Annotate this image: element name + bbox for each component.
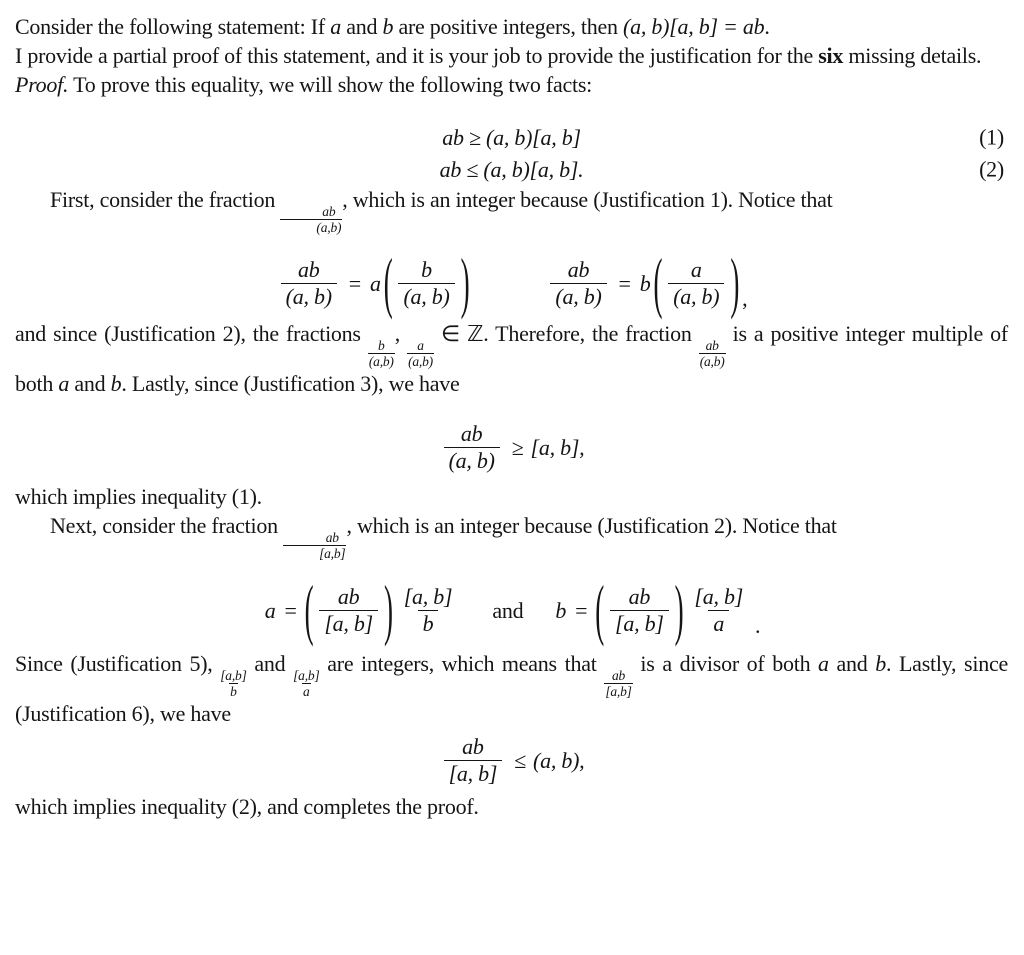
equation-number-2: (2) [979, 156, 1004, 182]
display-fraction [689, 584, 748, 637]
inequality-1-equation [15, 412, 1008, 482]
fraction-numerator: [a, b] [694, 583, 744, 609]
text-run: missing details. [843, 43, 982, 68]
math-var-b: b [875, 651, 887, 676]
coefficient-a: a [369, 270, 381, 296]
first-fraction-paragraph [15, 185, 1008, 235]
text-run: which implies inequality (1). [15, 484, 262, 509]
fraction-denominator: (a,b) [280, 219, 342, 235]
left-paren: ( [383, 244, 393, 320]
right-paren: ) [383, 571, 393, 647]
fraction-numerator: ab [462, 733, 484, 759]
fraction-denominator: (a, b) [398, 283, 454, 310]
fraction-numerator: ab [567, 256, 590, 282]
proof-label: Proof. [15, 72, 69, 97]
fraction-denominator: [a, b] [444, 760, 503, 787]
left-paren: ( [304, 571, 314, 647]
math-var-b: b [110, 371, 122, 396]
right-paren: ) [460, 244, 470, 320]
inline-fraction-lcm-over-b [220, 668, 246, 699]
inline-fraction-ab-over-gcd [280, 204, 342, 235]
display-fraction [444, 421, 500, 474]
text-run: Since (Justification 5), [15, 651, 221, 676]
since-gcd-paragraph [15, 319, 1008, 398]
text-run: , which is an integer because (Justification 1). Notice that [342, 187, 833, 212]
variable-a: a [264, 597, 276, 623]
and-connector: and [492, 597, 524, 623]
fraction-denominator: b [230, 684, 237, 699]
geq-sign: ≥ [511, 434, 524, 460]
equals-sign: = [348, 270, 361, 296]
text-run: , [394, 321, 408, 346]
six-emphasis: six [818, 43, 844, 68]
text-run: , which is an integer because (Justification 2). Notice that [346, 513, 837, 538]
fraction-denominator: (a, b) [281, 283, 337, 310]
trailing-comma: , [742, 285, 748, 311]
display-fraction [550, 257, 606, 310]
inequality-2-equation [15, 728, 1008, 792]
text-run: . [764, 14, 770, 39]
display-fraction [399, 584, 458, 637]
text-run: Consider the following statement: If [15, 14, 331, 39]
fraction-numerator: ab [322, 204, 336, 219]
text-run: ∈ ℤ. Therefore, the fraction [433, 321, 699, 346]
inline-fraction-b-over-gcd [368, 338, 395, 369]
variable-b: b [555, 597, 567, 623]
fraction-denominator: [a, b] [610, 610, 669, 637]
math-var-b: b [382, 14, 394, 39]
implies-2-paragraph [15, 792, 1008, 821]
text-run: and [340, 14, 383, 39]
fact-2-math: ab ≤ (a, b)[a, b]. [439, 156, 584, 182]
text-run: and [828, 651, 876, 676]
text-run: . Lastly, since (Justification 3), we have [121, 371, 460, 396]
gcd-term: (a, b), [533, 747, 585, 773]
fraction-numerator: ab [337, 583, 360, 609]
next-fraction-paragraph [15, 511, 1008, 561]
fraction-denominator: [a,b] [605, 684, 632, 699]
text-run: and since (Justification 2), the fractions [15, 321, 368, 346]
fraction-numerator: [a,b] [293, 668, 320, 683]
right-paren: ) [730, 244, 740, 320]
inline-fraction-lcm-over-a [293, 668, 319, 699]
lcm-pair-equation [15, 571, 1008, 649]
fraction-numerator: b [378, 338, 385, 353]
fraction-numerator: ab [460, 420, 483, 446]
math-identity: (a, b)[a, b] = ab [623, 14, 765, 39]
fraction-denominator: (a,b) [699, 354, 725, 369]
display-fraction [444, 734, 503, 787]
math-var-a: a [330, 14, 341, 39]
text-run: are positive integers, then [393, 14, 623, 39]
fraction-numerator: ab [325, 530, 339, 545]
lcm-equation-right [553, 571, 761, 647]
fraction-numerator: [a, b] [403, 583, 453, 609]
fact-1-math: ab ≥ (a, b)[a, b] [442, 124, 581, 150]
equation-number-1: (1) [979, 124, 1004, 150]
display-fraction [610, 584, 669, 637]
text-run: which implies inequality (2), and completes the proof. [15, 794, 479, 819]
fraction-denominator: (a, b) [668, 283, 724, 310]
fact-row-2 [15, 153, 1008, 185]
gcd-equation-right [545, 244, 748, 320]
text-run: Next, consider the fraction [50, 513, 284, 538]
left-paren: ( [595, 571, 605, 647]
inline-fraction-ab-over-lcm [604, 668, 632, 699]
equals-sign: = [618, 270, 631, 296]
leq-sign: ≤ [514, 747, 527, 773]
inline-fraction-a-over-gcd [407, 338, 434, 369]
equals-sign: = [575, 597, 588, 623]
math-var-a: a [818, 651, 829, 676]
equals-sign: = [284, 597, 297, 623]
gcd-pair-equation [15, 244, 1008, 320]
fraction-numerator: ab [628, 583, 651, 609]
since-lcm-paragraph [15, 649, 1008, 728]
fraction-numerator: ab [705, 338, 719, 353]
text-run: First, consider the fraction [50, 187, 281, 212]
text-run: and [69, 371, 111, 396]
display-fraction [319, 584, 378, 637]
fraction-denominator: (a, b) [550, 283, 606, 310]
math-var-a: a [58, 371, 70, 396]
text-run: I provide a partial proof of this statement, and it is your job to provide the justification for the [15, 43, 819, 68]
inline-fraction-ab-over-gcd [699, 338, 726, 369]
fraction-numerator: ab [611, 668, 626, 683]
text-run: are integers, which means that [319, 651, 605, 676]
statement-paragraph [15, 12, 1008, 41]
fraction-numerator: a [417, 338, 424, 353]
facts-equation-block [15, 121, 1008, 185]
right-paren: ) [674, 571, 684, 647]
fraction-denominator: (a,b) [408, 354, 433, 369]
intro-paragraph [15, 41, 1008, 70]
fraction-numerator: b [421, 256, 432, 282]
text-run: To prove this equality, we will show the following two facts: [68, 72, 593, 97]
fraction-denominator: (a,b) [368, 354, 394, 369]
fraction-denominator: [a,b] [283, 545, 346, 561]
lcm-term: [a, b], [530, 434, 585, 460]
inline-fraction-ab-over-lcm [283, 530, 346, 561]
text-run: and [246, 651, 294, 676]
coefficient-b: b [639, 270, 651, 296]
fraction-denominator: b [418, 610, 439, 637]
trailing-period: . [755, 612, 761, 638]
text-run: is a divisor of both [632, 651, 819, 676]
fraction-denominator: a [708, 610, 729, 637]
fact-row-1 [15, 121, 1008, 153]
fraction-numerator: [a,b] [220, 668, 247, 683]
fraction-denominator: (a, b) [444, 447, 500, 474]
fraction-numerator: ab [297, 256, 320, 282]
gcd-equation-left [276, 244, 471, 320]
lcm-equation-left [263, 571, 463, 647]
proof-lead-paragraph [15, 70, 1008, 99]
fraction-numerator: a [690, 256, 702, 282]
left-paren: ( [653, 244, 663, 320]
fraction-denominator: a [303, 684, 310, 699]
display-fraction [668, 257, 724, 310]
display-fraction [281, 257, 337, 310]
display-fraction [398, 257, 454, 310]
implies-1-paragraph [15, 482, 1008, 511]
fraction-denominator: [a, b] [319, 610, 378, 637]
text-run: . Lastly, since (Justification 6), we have [15, 651, 1008, 726]
text-run: is a positive integer multiple of both [15, 321, 1008, 396]
